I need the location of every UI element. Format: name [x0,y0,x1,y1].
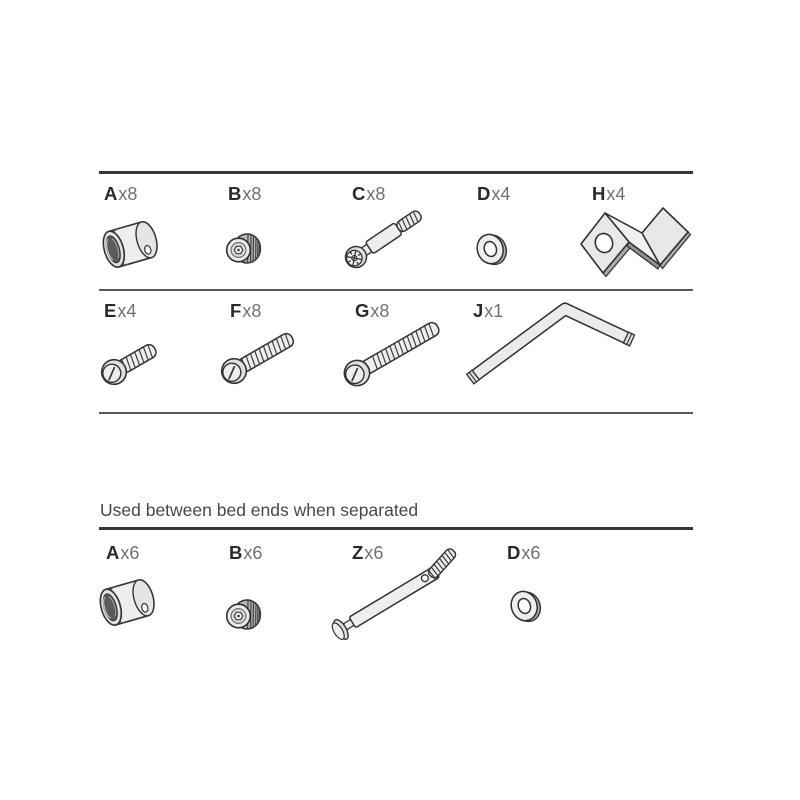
part-label-b2 [229,543,262,563]
part-label-b1 [228,184,261,204]
part-letter: H [592,183,606,204]
divider-row [99,289,693,291]
part-count: x4 [606,184,626,204]
part-letter: A [104,183,118,204]
part-count: x1 [484,301,504,321]
part-letter: E [104,300,117,321]
z-bracket-icon [570,194,698,284]
washer-icon [471,228,511,270]
screw-short-icon [99,333,169,387]
part-letter: D [477,183,491,204]
part-count: x8 [366,184,386,204]
part-label-f [230,301,261,321]
part-letter: F [230,300,242,321]
part-count: x6 [364,543,384,563]
section-note: Used between bed ends when separated [100,500,419,520]
part-letter: D [507,542,521,563]
lock-nut-icon [222,230,264,268]
part-letter: C [352,183,366,204]
divider-bottom-of-table [99,412,693,414]
barrel-nut-icon [93,574,161,630]
part-label-a1 [104,184,137,204]
part-count: x8 [242,184,262,204]
part-count: x8 [118,184,138,204]
lock-nut-icon [222,596,264,634]
part-label-c1 [352,184,385,204]
part-count: x4 [491,184,511,204]
screw-long-icon [341,306,449,390]
part-count: x6 [120,543,140,563]
part-label-a2 [106,543,139,563]
allen-key-icon [461,297,643,389]
part-label-d2 [507,543,540,563]
divider-section2 [99,527,693,530]
barrel-nut-icon [96,216,164,272]
part-letter: A [106,542,120,563]
part-count: x8 [370,301,390,321]
part-count: x4 [117,301,137,321]
screw-medium-icon [219,321,303,387]
part-letter: B [228,183,242,204]
part-letter: J [473,300,484,321]
part-letter: Z [352,542,364,563]
part-count: x6 [521,543,541,563]
washer-icon [505,585,545,627]
part-letter: G [355,300,370,321]
cam-bolt-icon [342,202,442,268]
part-label-e [104,301,136,321]
part-count: x8 [242,301,262,321]
bed-bolt-icon [325,536,475,640]
part-label-d1 [477,184,510,204]
part-count: x6 [243,543,263,563]
part-letter: B [229,542,243,563]
divider-top [99,171,693,174]
